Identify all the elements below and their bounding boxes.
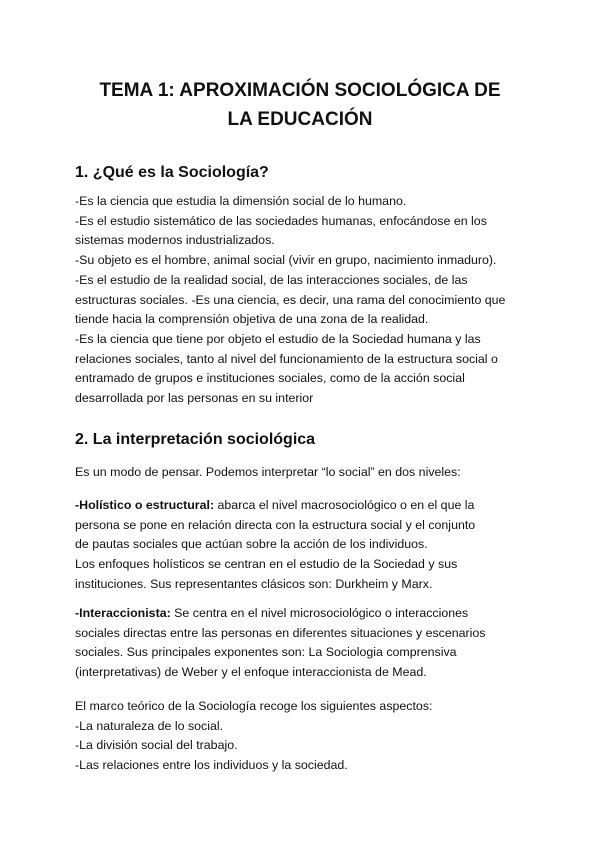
text-line: sociales. Sus principales exponentes son: La Sociologia comprensiva bbox=[75, 645, 457, 660]
document-title bbox=[40, 76, 560, 134]
text-line: instituciones. Sus representantes clásicos son: Durkheim y Marx. bbox=[75, 576, 433, 591]
section2-intro bbox=[75, 463, 545, 483]
text-run: Se centra en el nivel microsociológico o interacciones bbox=[170, 606, 469, 620]
term-label: -Holístico o estructural: bbox=[75, 498, 215, 512]
text-line: -Es la ciencia que estudia la dimensión social de lo humano. bbox=[75, 194, 407, 208]
interactionist-paragraph bbox=[75, 604, 545, 683]
section-heading: 1. ¿Qué es la Sociología? bbox=[75, 164, 269, 181]
text-run: abarca el nivel macrosociológico o en el que la bbox=[214, 498, 475, 512]
text-line: Los enfoques holísticos se centran en el estudio de la Sociedad y sus bbox=[75, 557, 458, 572]
term-label: -Interaccionista: bbox=[75, 606, 171, 620]
text-line bbox=[75, 604, 545, 624]
text-line: desarrollada por las personas en su interior bbox=[75, 391, 314, 406]
text-line: relaciones sociales, tanto al nivel del funcionamiento de la estructura social o bbox=[75, 351, 498, 366]
list-item: -La división social del trabajo. bbox=[75, 738, 238, 753]
text-line: entramado de grupos e instituciones sociales, como de la acción social bbox=[75, 371, 465, 386]
title-line: LA EDUCACIÓN bbox=[227, 109, 373, 130]
text-line bbox=[75, 496, 545, 516]
text-line: de pautas sociales que actúan sobre la acción de los individuos. bbox=[75, 537, 428, 552]
text-line: -Su objeto es el hombre, animal social (vivir en grupo, nacimiento inmaduro). bbox=[75, 253, 497, 268]
list-item: -Las relaciones entre los individuos y la sociedad. bbox=[75, 758, 348, 773]
text-line: El marco teórico de la Sociología recoge los siguientes aspectos: bbox=[75, 699, 433, 713]
text-line: -Es la ciencia que tiene por objeto el estudio de la Sociedad humana y las bbox=[75, 331, 481, 346]
framework-list bbox=[75, 697, 545, 776]
text-line: sistemas modernos industrializados. bbox=[75, 233, 275, 248]
section1-body bbox=[75, 192, 545, 409]
list-item: -La naturaleza de lo social. bbox=[75, 718, 224, 733]
text-line: estructuras sociales. -Es una ciencia, es decir, una rama del conocimiento que bbox=[75, 292, 506, 307]
section-heading: 2. La interpretación sociológica bbox=[75, 431, 316, 448]
text-line: -Es el estudio sistemático de las sociedades humanas, enfocándose en los bbox=[75, 213, 487, 228]
text-line: persona se pone en relación directa con la estructura social y el conjunto bbox=[75, 517, 476, 532]
text-line: tiende hacia la comprensión objetiva de una zona de la realidad. bbox=[75, 312, 429, 327]
holistic-paragraph bbox=[75, 496, 545, 595]
title-line: TEMA 1: APROXIMACIÓN SOCIOLÓGICA DE bbox=[99, 80, 501, 101]
text-line: sociales directas entre las personas en diferentes situaciones y escenarios bbox=[75, 625, 486, 640]
text-line: (interpretativas) de Weber y el enfoque interaccionista de Mead. bbox=[75, 665, 427, 680]
text-line: -Es el estudio de la realidad social, de las interacciones sociales, de las bbox=[75, 272, 468, 287]
text-line: Es un modo de pensar. Podemos interpretar “lo social” en dos niveles: bbox=[75, 465, 461, 479]
